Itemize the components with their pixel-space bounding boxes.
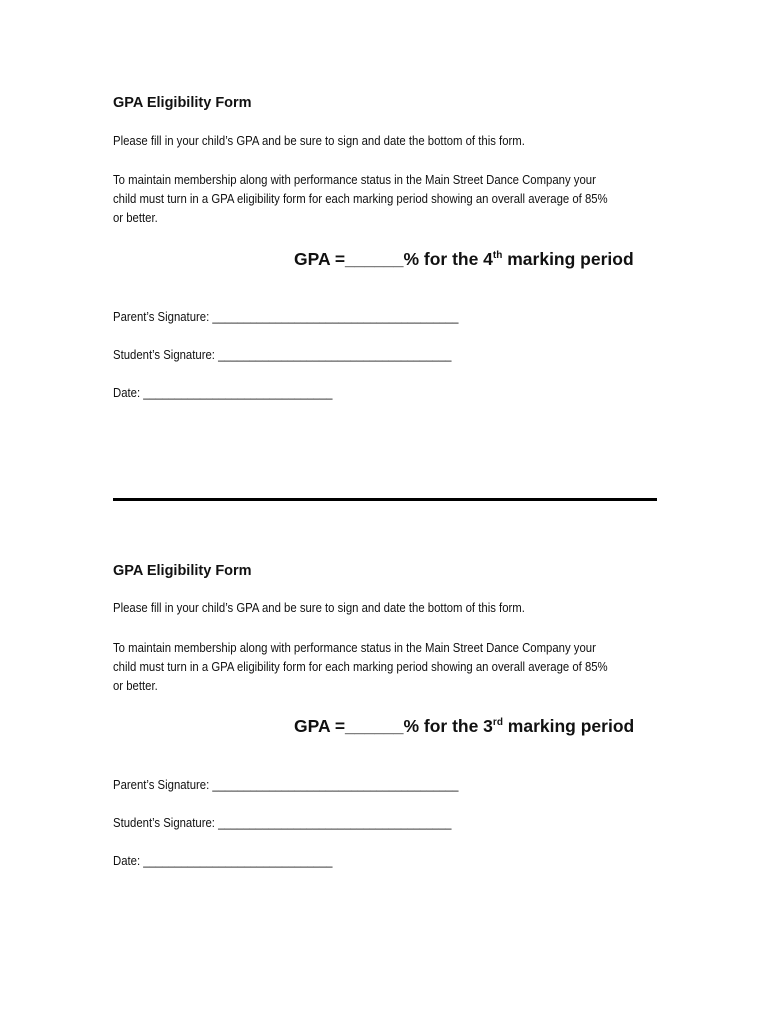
gpa-suffix: marking period [502, 249, 634, 269]
form-instruction: Please fill in your child’s GPA and be sure to sign and date the bottom of this form. [113, 133, 525, 148]
membership-text-line: To maintain membership along with performance status in the Main Street Dance Company your [113, 172, 596, 187]
student-signature-line[interactable]: Student’s Signature: _____________________________________ [113, 815, 452, 830]
membership-text-line: child must turn in a GPA eligibility form for each marking period showing an overall average of 85% [113, 659, 608, 674]
form-title: GPA Eligibility Form [113, 95, 252, 111]
gpa-prefix: GPA =______% for the 3 [294, 716, 493, 736]
parent-signature-line[interactable]: Parent’s Signature: _______________________________________ [113, 309, 459, 324]
parent-signature-line[interactable]: Parent’s Signature: _______________________________________ [113, 777, 459, 792]
form-title: GPA Eligibility Form [113, 563, 252, 579]
date-line[interactable]: Date: ______________________________ [113, 853, 333, 868]
gpa-ordinal: rd [492, 717, 503, 728]
gpa-ordinal: th [492, 250, 503, 261]
section-divider [113, 498, 657, 501]
membership-text-line: or better. [113, 210, 158, 225]
gpa-prefix: GPA =______% for the 4 [294, 249, 493, 269]
membership-text-line: or better. [113, 678, 158, 693]
gpa-line [294, 249, 634, 270]
date-line[interactable]: Date: ______________________________ [113, 385, 333, 400]
gpa-suffix: marking period [502, 716, 635, 736]
membership-text-line: child must turn in a GPA eligibility form for each marking period showing an overall average of 85% [113, 191, 608, 206]
student-signature-line[interactable]: Student’s Signature: _____________________________________ [113, 347, 452, 362]
gpa-line [294, 716, 634, 737]
membership-text-line: To maintain membership along with performance status in the Main Street Dance Company your [113, 640, 596, 655]
form-instruction: Please fill in your child’s GPA and be sure to sign and date the bottom of this form. [113, 600, 525, 615]
